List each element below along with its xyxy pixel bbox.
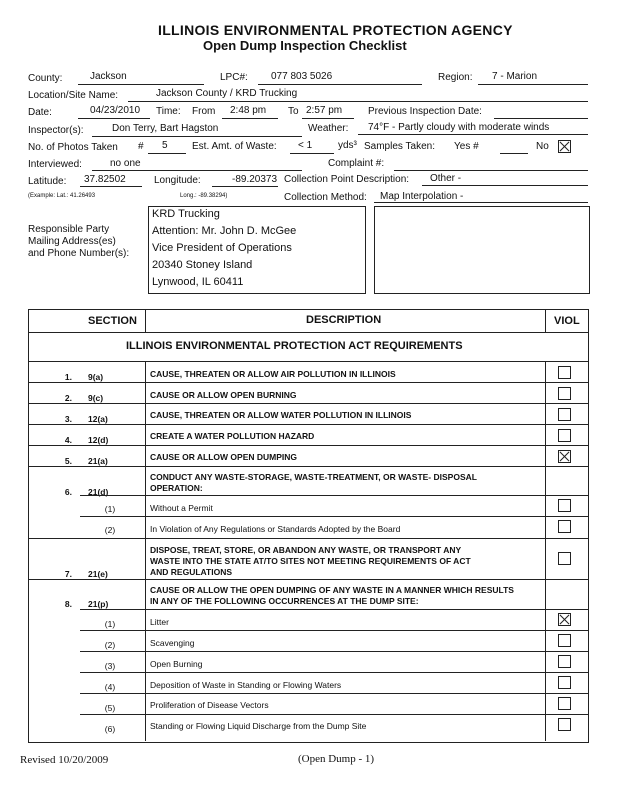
col-section-header: SECTION	[88, 315, 137, 327]
lpc-value: 077 803 5026	[271, 71, 333, 82]
rp-line: Attention: Mr. John D. McGee	[152, 225, 297, 237]
to-label: To	[288, 106, 299, 117]
row-description: CAUSE, THREATEN OR ALLOW AIR POLLUTION IN ILLINOIS	[150, 369, 396, 379]
viol-checkbox[interactable]	[558, 718, 571, 731]
rp-line: KRD Trucking	[152, 208, 220, 220]
row-number: 6.	[64, 487, 72, 497]
region-value: 7 - Marion	[492, 71, 538, 82]
county-value: Jackson	[90, 71, 127, 82]
act-title: ILLINOIS ENVIRONMENTAL PROTECTION ACT REQUIREMENTS	[126, 340, 463, 352]
row-number: 2.	[64, 393, 72, 403]
row-number: 5.	[64, 456, 72, 466]
inspectors-label: Inspector(s):	[28, 125, 84, 136]
row-number: 7.	[64, 569, 72, 579]
row-number: 3.	[64, 414, 72, 424]
cpd-value: Other -	[430, 173, 462, 184]
viol-checkbox[interactable]	[558, 429, 571, 442]
samples-yes-label: Yes #	[454, 141, 479, 152]
sub-number: (1)	[104, 504, 116, 514]
complaint-label: Complaint #:	[328, 158, 385, 169]
date-label: Date:	[28, 107, 52, 118]
row-section: 21(p)	[88, 599, 109, 609]
location-label: Location/Site Name:	[28, 90, 119, 101]
row-description: CAUSE OR ALLOW OPEN DUMPING	[150, 452, 298, 462]
photos-value: 5	[162, 140, 168, 151]
row-description: CAUSE, THREATEN OR ALLOW WATER POLLUTION IN ILLINOIS	[150, 410, 412, 420]
row-description: CONDUCT ANY WASTE-STORAGE, WASTE-TREATMENT, OR WASTE- DISPOSAL	[150, 472, 477, 482]
samples-no-label: No	[536, 141, 549, 152]
row-number: 8.	[64, 599, 72, 609]
interviewed-value: no one	[110, 158, 141, 169]
waste-label: Est. Amt. of Waste:	[192, 141, 277, 152]
samples-no-checkbox[interactable]	[558, 140, 571, 153]
row-description: IN ANY OF THE FOLLOWING OCCURRENCES AT THE DUMP SITE:	[150, 596, 419, 606]
lpc-label: LPC#:	[220, 72, 248, 83]
row-section: 9(c)	[88, 393, 104, 403]
mailing-address-label: Mailing Address(es)	[28, 236, 116, 247]
waste-value: < 1	[298, 140, 313, 151]
time-label: Time:	[156, 106, 181, 117]
sub-description: Scavenging	[150, 638, 195, 648]
phone-numbers-label: and Phone Number(s):	[28, 248, 130, 259]
sub-number: (2)	[104, 525, 116, 535]
waste-unit: yds³	[338, 140, 357, 151]
from-value: 2:48 pm	[230, 105, 267, 116]
row-description: OPERATION:	[150, 483, 203, 493]
row-section: 12(d)	[88, 435, 109, 445]
rp-line: Vice President of Operations	[152, 242, 292, 254]
viol-checkbox[interactable]	[558, 387, 571, 400]
sub-description: Deposition of Waste in Standing or Flowing Waters	[150, 680, 342, 690]
responsible-party-label: Responsible Party	[28, 224, 110, 235]
row-description: CREATE A WATER POLLUTION HAZARD	[150, 431, 315, 441]
from-label: From	[192, 106, 216, 117]
latitude-value: 37.82502	[84, 174, 126, 185]
viol-checkbox[interactable]	[558, 552, 571, 565]
viol-checkbox-checked[interactable]	[558, 613, 571, 626]
col-description-header: DESCRIPTION	[306, 314, 382, 326]
interviewed-label: Interviewed:	[28, 159, 82, 170]
viol-checkbox[interactable]	[558, 676, 571, 689]
viol-checkbox[interactable]	[558, 520, 571, 533]
collection-method-label: Collection Method:	[284, 192, 367, 203]
secondary-party-box	[374, 206, 590, 294]
photos-label: No. of Photos Taken	[28, 142, 118, 153]
sub-description: Litter	[150, 617, 169, 627]
sub-number: (3)	[104, 661, 116, 671]
county-label: County:	[28, 73, 63, 84]
sub-number: (1)	[104, 619, 116, 629]
cpd-label: Collection Point Description:	[284, 174, 410, 185]
row-description: CAUSE OR ALLOW OPEN BURNING	[150, 390, 297, 400]
to-value: 2:57 pm	[306, 105, 343, 116]
form-title: Open Dump Inspection Checklist	[203, 38, 407, 53]
sub-number: (6)	[104, 724, 116, 734]
sub-description: Standing or Flowing Liquid Discharge from the Dump Site	[150, 721, 367, 731]
samples-label: Samples Taken:	[364, 141, 435, 152]
viol-checkbox[interactable]	[558, 655, 571, 668]
weather-value: 74°F - Partly cloudy with moderate winds	[368, 122, 550, 133]
weather-label: Weather:	[308, 123, 349, 134]
row-section: 9(a)	[88, 372, 104, 382]
col-viol-header: VIOL	[554, 315, 580, 327]
rp-line: Lynwood, IL 60411	[152, 276, 244, 288]
example-lon: Long.: -89.38294)	[180, 193, 228, 199]
viol-checkbox[interactable]	[558, 499, 571, 512]
viol-checkbox[interactable]	[558, 634, 571, 647]
latitude-label: Latitude:	[28, 176, 67, 187]
row-section: 21(d)	[88, 487, 109, 497]
sub-description: Without a Permit	[150, 503, 213, 513]
row-number: 1.	[64, 372, 72, 382]
longitude-value: -89.20373	[232, 174, 278, 185]
date-value: 04/23/2010	[90, 105, 141, 116]
sub-description: In Violation of Any Regulations or Standards Adopted by the Board	[150, 524, 401, 534]
sub-number: (2)	[104, 640, 116, 650]
sub-description: Proliferation of Disease Vectors	[150, 700, 269, 710]
row-number: 4.	[64, 435, 72, 445]
revised-date: Revised 10/20/2009	[20, 754, 109, 766]
viol-checkbox[interactable]	[558, 366, 571, 379]
row-description: AND REGULATIONS	[150, 567, 233, 577]
row-description: DISPOSE, TREAT, STORE, OR ABANDON ANY WASTE, OR TRANSPORT ANY	[150, 545, 462, 555]
sub-number: (4)	[104, 682, 116, 692]
row-section: 21(a)	[88, 456, 108, 466]
viol-checkbox-checked[interactable]	[558, 450, 571, 463]
viol-checkbox[interactable]	[558, 697, 571, 710]
page-label: (Open Dump - 1)	[298, 753, 375, 765]
agency-title: ILLINOIS ENVIRONMENTAL PROTECTION AGENCY	[158, 22, 513, 38]
sub-number: (5)	[104, 703, 116, 713]
example-lat: (Example: Lat.: 41.26493	[28, 193, 96, 199]
prev-inspection-label: Previous Inspection Date:	[368, 106, 482, 117]
row-description: CAUSE OR ALLOW THE OPEN DUMPING OF ANY WASTE IN A MANNER WHICH RESULTS	[150, 585, 514, 595]
inspectors-value: Don Terry, Bart Hagston	[112, 123, 219, 134]
longitude-label: Longitude:	[154, 175, 201, 186]
row-description: WASTE INTO THE STATE AT/TO SITES NOT MEETING REQUIREMENTS OF ACT	[150, 556, 471, 566]
row-section: 21(e)	[88, 569, 108, 579]
row-section: 12(a)	[88, 414, 108, 424]
sub-description: Open Burning	[150, 659, 203, 669]
viol-checkbox[interactable]	[558, 408, 571, 421]
location-value: Jackson County / KRD Trucking	[156, 88, 298, 99]
region-label: Region:	[438, 72, 473, 83]
photos-hash: #	[138, 141, 144, 152]
collection-method-value: Map Interpolation -	[380, 191, 464, 202]
rp-line: 20340 Stoney Island	[152, 259, 253, 271]
